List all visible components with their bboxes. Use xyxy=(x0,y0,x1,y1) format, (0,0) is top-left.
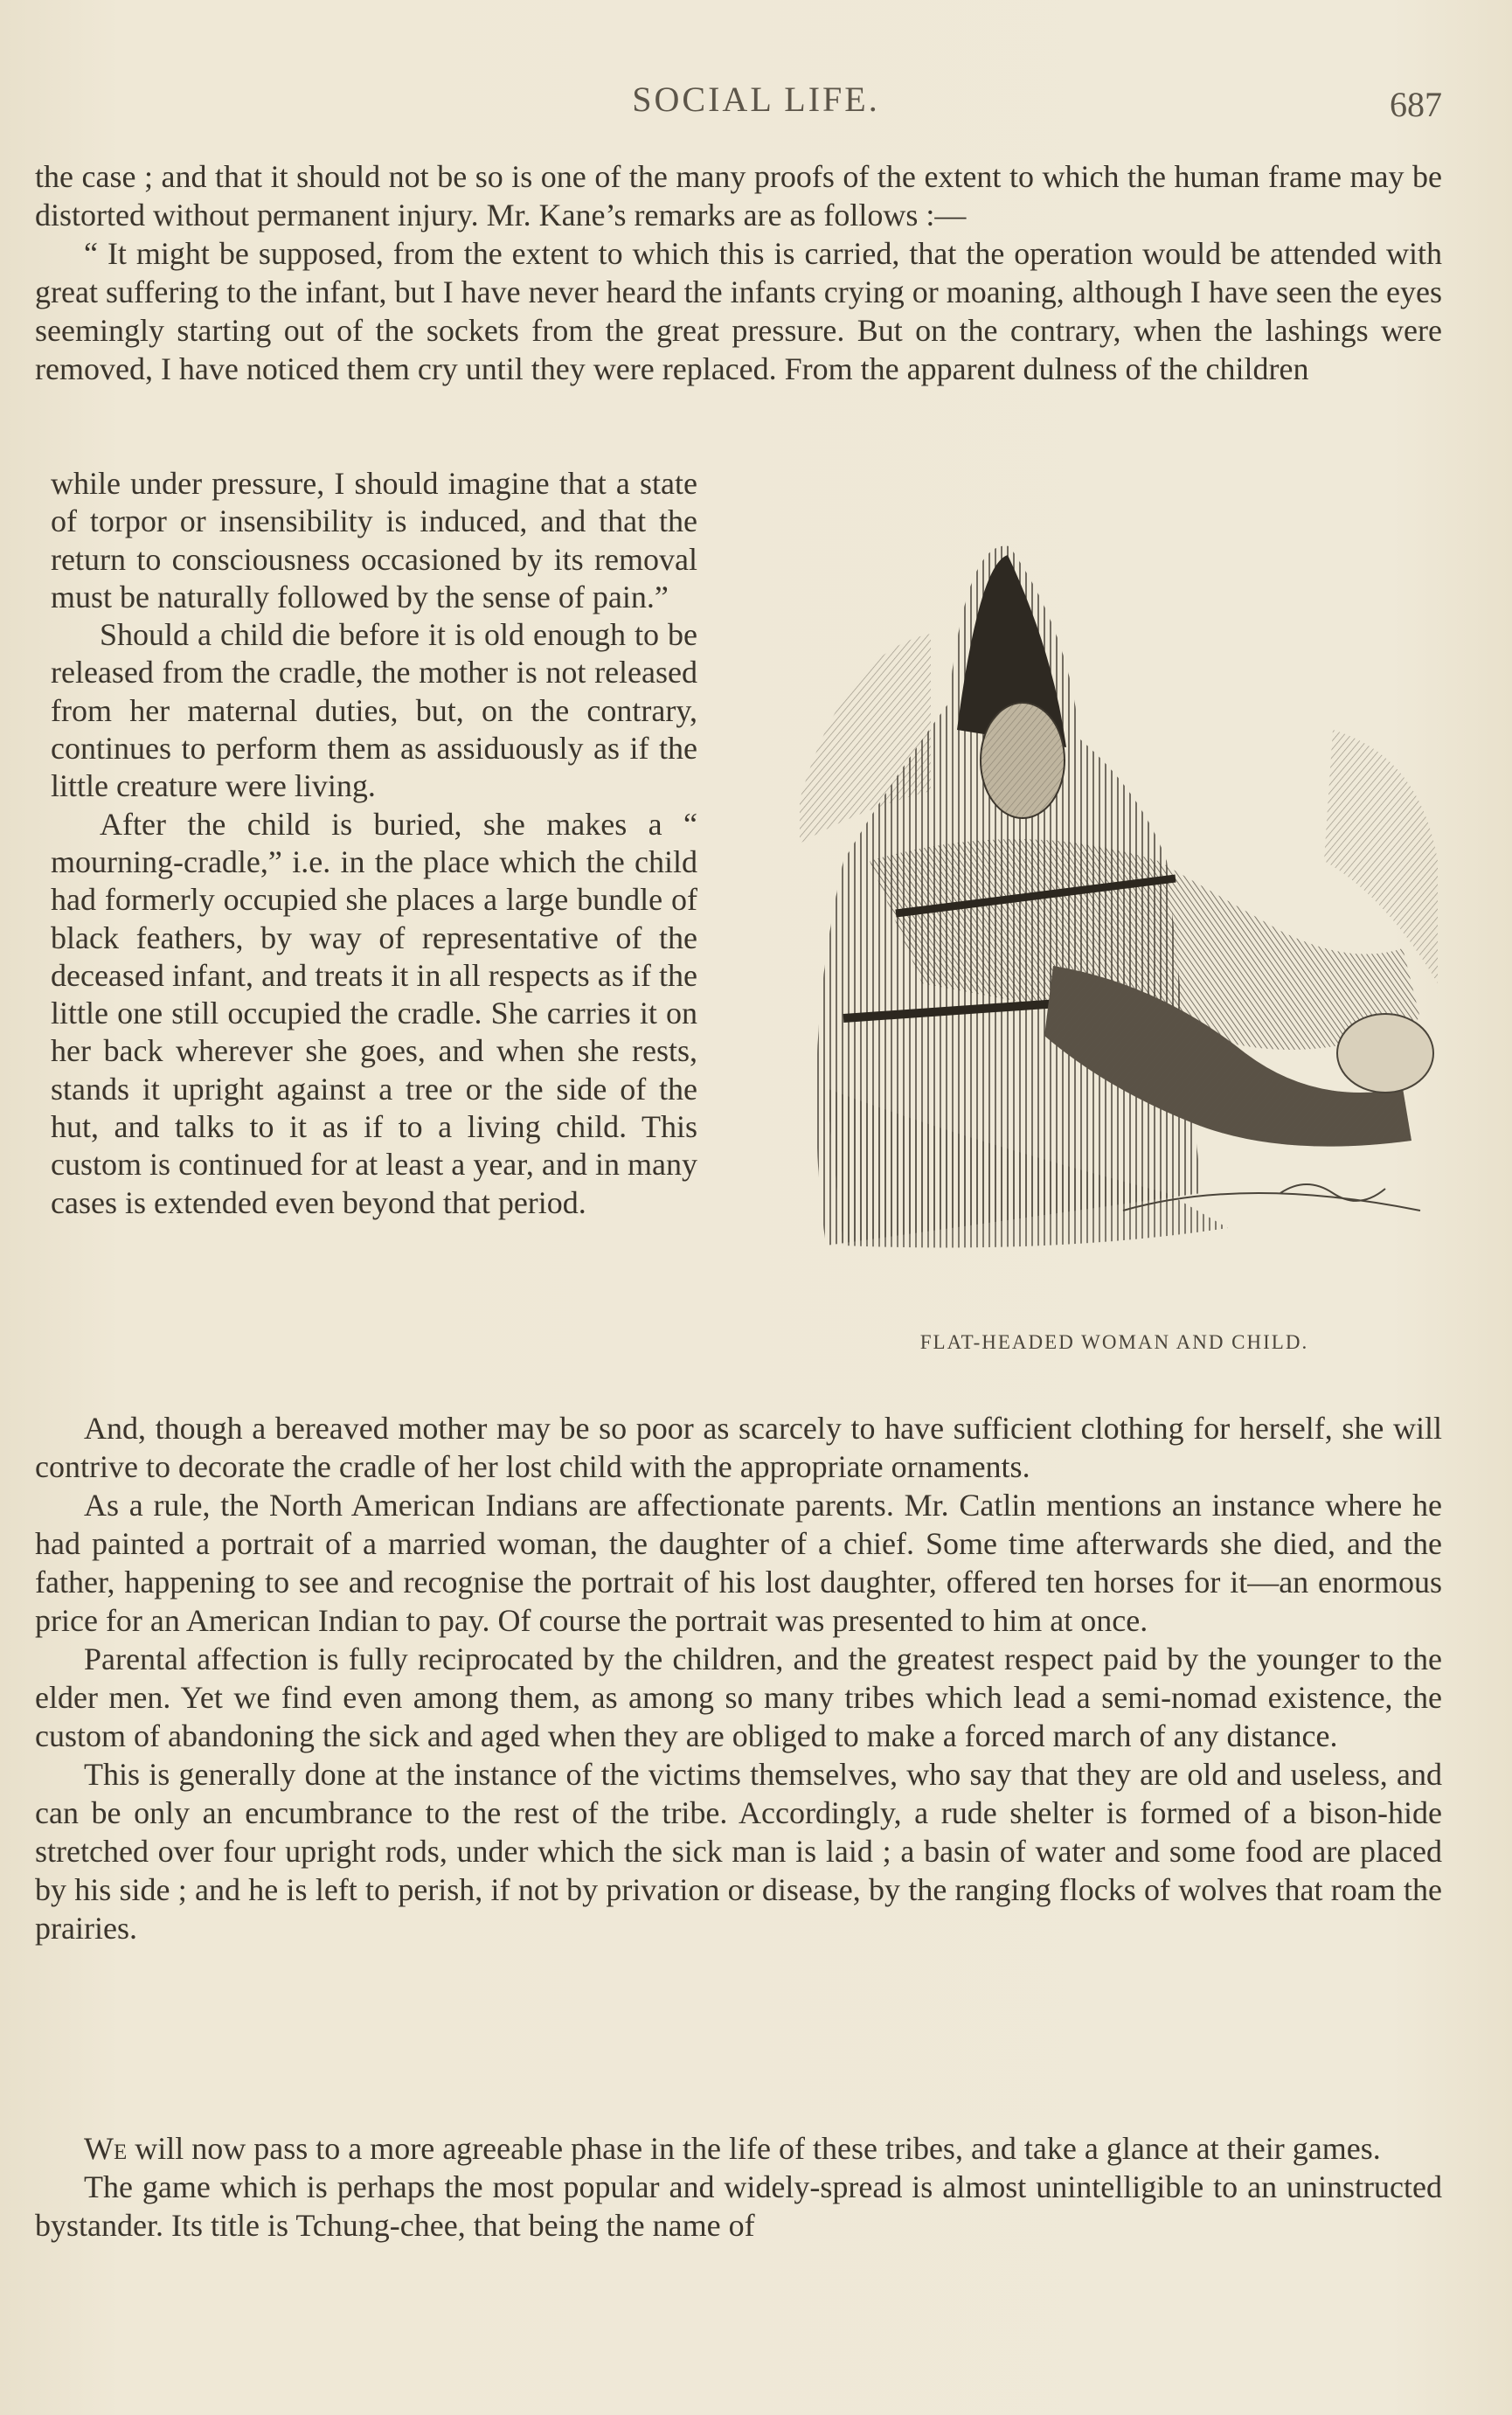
illustration xyxy=(791,529,1455,1353)
text-column-left xyxy=(51,465,697,1222)
running-head: SOCIAL LIFE. xyxy=(632,80,880,119)
drop-word: We xyxy=(84,2131,128,2166)
paragraph: This is generally done at the instance of the victims themselves, who say that they are old and useless, and can be only an encumbrance to the rest of the tribe. Accordingly, a rude shelter is formed of a bison-hide stretched over four upright rods, under which the sick man is laid ; a basin of water and some food are placed by his side ; and he is left to perish, if not by privation or disease, by the ranging flocks of wolves that roam the prairies. xyxy=(35,1757,1442,1946)
paragraph: The game which is perhaps the most popular and widely-spread is almost unintelligible to an uninstructed bystander. Its title is Tchung-chee, that being the name of xyxy=(35,2169,1442,2243)
text-block-games xyxy=(35,2129,1442,2245)
paragraph: Parental affection is fully reciprocated by the children, and the greatest respect paid by the younger to the elder men. Yet we find even among them, as among so many tribes which lead a semi-nomad existence, the custom of abandoning the sick and aged when they are obliged to make a forced march of any distance. xyxy=(35,1641,1442,1753)
paragraph: while under pressure, I should imagine that a state of torpor or insensibility is induced, and that the return to consciousness occasioned by its removal must be naturally followed by the sense of pain.” xyxy=(51,466,697,614)
paragraph: Should a child die before it is old enough to be released from the cradle, the mother is not released from her maternal duties, but, on the contrary, continues to perform them as assiduously as if the little creature were living. xyxy=(51,617,697,804)
text-block-top xyxy=(35,157,1442,388)
paragraph: As a rule, the North American Indians are affectionate parents. Mr. Catlin mentions an instance where he had painted a portrait of a married woman, the daughter of a chief. Some time afterwards she died, and the father, happening to see and recognise the portrait of his lost daughter, offered ten horses for it—an enormous price for an American Indian to pay. Of course the portrait was presented to him at once. xyxy=(35,1488,1442,1638)
page-number: 687 xyxy=(1390,85,1442,124)
paragraph: And, though a bereaved mother may be so poor as scarcely to have sufficient clothing for herself, she will contrive to decorate the cradle of her lost child with the appropriate ornaments. xyxy=(35,1411,1442,1484)
figure-caption: FLAT-HEADED WOMAN AND CHILD. xyxy=(919,1331,1309,1353)
paragraph-text: will now pass to a more agreeable phase in the life of these tribes, and take a glance at their games. xyxy=(127,2131,1381,2166)
text-block-bottom xyxy=(35,1409,1442,1947)
paragraph-section-start xyxy=(35,2129,1442,2168)
paragraph: After the child is buried, she makes a “ mourning-cradle,” i.e. in the place which the child had formerly occupied she places a large bundle of black feathers, by way of representative of the deceased infant, and treats it in all respects as if the little one still occupied the cradle. She carries it on her back wherever she goes, and when she rests, stands it upright against a tree or the side of the hut, and talks to it as if to a living child. This custom is continued for at least a year, and in many cases is extended even beyond that period. xyxy=(51,806,697,1220)
paragraph: “ It might be supposed, from the extent to which this is carried, that the operation would be attended with great suffering to the infant, but I have never heard the infants crying or moaning, although I have seen the eyes seemingly starting out of the sockets from the great pressure. But on the contrary, when the lashings were removed, I have noticed them cry until they were replaced. From the apparent dulness of the children xyxy=(35,236,1442,386)
engraving-woman-and-child xyxy=(791,529,1455,1307)
paragraph: the case ; and that it should not be so is one of the many proofs of the extent to which the human frame may be distorted without permanent injury. Mr. Kane’s remarks are as follows :— xyxy=(35,159,1442,232)
